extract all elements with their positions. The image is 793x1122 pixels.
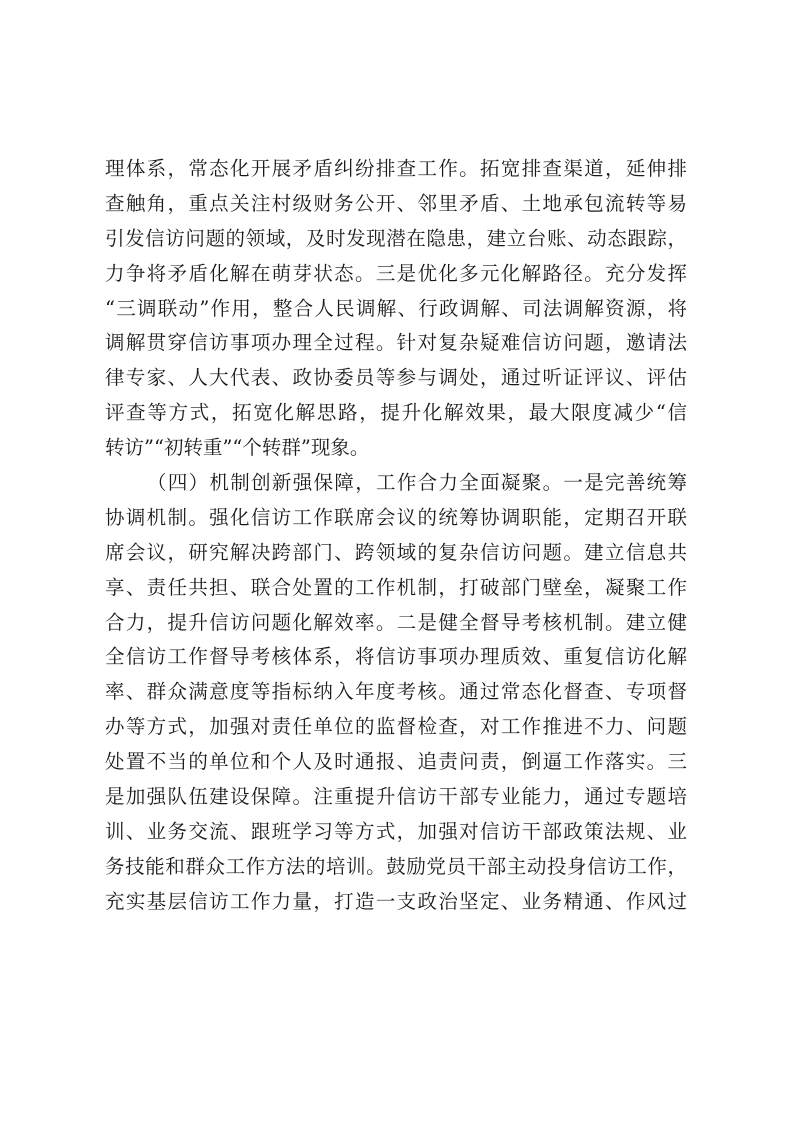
text-line-15: 全信访工作督导考核体系，将信访事项办理质效、重复信访化解 bbox=[105, 645, 687, 669]
text-line-14: 合力，提升信访问题化解效率。二是健全督导考核机制。建立健 bbox=[105, 610, 687, 634]
text-line-12: 席会议，研究解决跨部门、跨领域的复杂信访问题。建立信息共 bbox=[105, 540, 687, 564]
text-line-21: 务技能和群众工作方法的培训。鼓励党员干部主动投身信访工作， bbox=[105, 854, 687, 878]
text-line-13: 享、责任共担、联合处置的工作机制，打破部门壁垒，凝聚工作 bbox=[105, 575, 687, 599]
text-line-17: 办等方式，加强对责任单位的监督检查，对工作推进不力、问题 bbox=[105, 715, 687, 739]
text-line-4: 力争将矛盾化解在萌芽状态。三是优化多元化解路径。充分发挥 bbox=[105, 261, 687, 285]
text-line-8: 评查等方式，拓宽化解思路，提升化解效果，最大限度减少“信 bbox=[105, 401, 687, 425]
text-line-19: 是加强队伍建设保障。注重提升信访干部专业能力，通过专题培 bbox=[105, 785, 687, 809]
text-line-18: 处置不当的单位和个人及时通报、追责问责，倒逼工作落实。三 bbox=[105, 750, 687, 774]
text-line-22: 充实基层信访工作力量，打造一支政治坚定、业务精通、作风过 bbox=[105, 889, 687, 913]
text-line-3: 引发信访问题的领域，及时发现潜在隐患，建立台账、动态跟踪， bbox=[105, 226, 687, 250]
text-line-9: 转访”“初转重”“个转群”现象。 bbox=[105, 436, 370, 460]
text-line-6: 调解贯穿信访事项办理全过程。针对复杂疑难信访问题，邀请法 bbox=[105, 331, 687, 355]
text-line-20: 训、业务交流、跟班学习等方式，加强对信访干部政策法规、业 bbox=[105, 819, 687, 843]
text-line-2: 查触角，重点关注村级财务公开、邻里矛盾、土地承包流转等易 bbox=[105, 191, 687, 215]
text-line-11: 协调机制。强化信访工作联席会议的统筹协调职能，定期召开联 bbox=[105, 505, 687, 529]
text-line-5: “三调联动”作用，整合人民调解、行政调解、司法调解资源，将 bbox=[105, 296, 687, 320]
text-line-1: 理体系，常态化开展矛盾纠纷排查工作。拓宽排查渠道，延伸排 bbox=[105, 157, 687, 180]
body-text bbox=[105, 152, 687, 920]
section-heading-line: （四）机制创新强保障，工作合力全面凝聚。一是完善统筹 bbox=[147, 471, 687, 495]
text-line-16: 率、群众满意度等指标纳入年度考核。通过常态化督查、专项督 bbox=[105, 680, 687, 704]
text-line-7: 律专家、人大代表、政协委员等参与调处，通过听证评议、评估 bbox=[105, 366, 687, 390]
